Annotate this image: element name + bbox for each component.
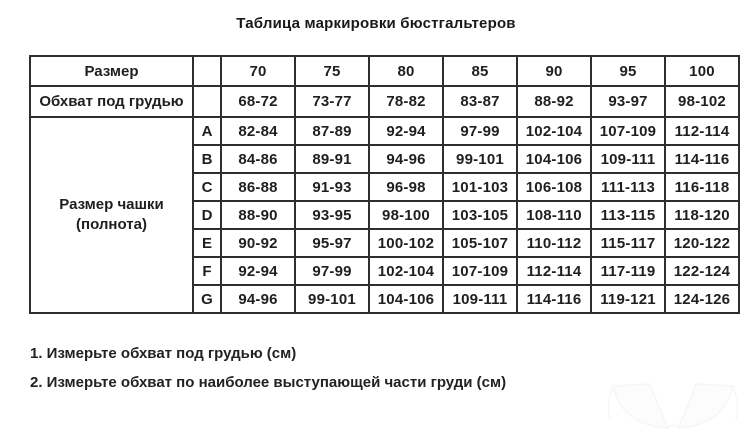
band-size-cell: 75 [295, 56, 369, 86]
bra-photo-image [598, 378, 748, 438]
bust-range-cell: 96-98 [369, 173, 443, 201]
underbust-value-cell: 93-97 [591, 86, 665, 117]
underbust-row-label: Обхват под грудью [30, 86, 193, 117]
bust-range-cell: 86-88 [221, 173, 295, 201]
bust-range-cell: 94-96 [369, 145, 443, 173]
cup-letter-cell: C [193, 173, 221, 201]
bust-range-cell: 112-114 [517, 257, 591, 285]
bust-range-cell: 114-116 [665, 145, 739, 173]
bust-range-cell: 118-120 [665, 201, 739, 229]
bust-range-cell: 87-89 [295, 117, 369, 145]
bust-range-cell: 97-99 [295, 257, 369, 285]
bust-range-cell: 107-109 [591, 117, 665, 145]
bust-range-cell: 100-102 [369, 229, 443, 257]
bust-range-cell: 109-111 [443, 285, 517, 313]
bust-range-cell: 106-108 [517, 173, 591, 201]
size-row-label: Размер [30, 56, 193, 86]
cup-letter-cell: F [193, 257, 221, 285]
underbust-value-cell: 83-87 [443, 86, 517, 117]
bust-range-cell: 94-96 [221, 285, 295, 313]
band-size-cell: 100 [665, 56, 739, 86]
bust-range-cell: 120-122 [665, 229, 739, 257]
note-1: 1. Измерьте обхват под грудью (см) [30, 345, 297, 362]
page-title: Таблица маркировки бюстгальтеров [236, 15, 516, 32]
band-size-cell: 95 [591, 56, 665, 86]
bust-range-cell: 124-126 [665, 285, 739, 313]
underbust-value-cell: 73-77 [295, 86, 369, 117]
bust-range-cell: 114-116 [517, 285, 591, 313]
cup-letter-cell: A [193, 117, 221, 145]
bust-range-cell: 90-92 [221, 229, 295, 257]
bust-range-cell: 97-99 [443, 117, 517, 145]
bust-range-cell: 108-110 [517, 201, 591, 229]
table-row-underbust [30, 86, 739, 117]
bust-range-cell: 101-103 [443, 173, 517, 201]
bust-range-cell: 98-100 [369, 201, 443, 229]
bust-range-cell: 119-121 [591, 285, 665, 313]
underbust-spacer-cell [193, 86, 221, 117]
bust-range-cell: 122-124 [665, 257, 739, 285]
bust-range-cell: 89-91 [295, 145, 369, 173]
underbust-value-cell: 98-102 [665, 86, 739, 117]
note-2: 2. Измерьте обхват по наиболее выступающей части груди (см) [30, 374, 507, 391]
underbust-value-cell: 78-82 [369, 86, 443, 117]
underbust-value-cell: 68-72 [221, 86, 295, 117]
bust-range-cell: 115-117 [591, 229, 665, 257]
bust-range-cell: 104-106 [369, 285, 443, 313]
table-row-cup-a [30, 117, 739, 145]
band-size-cell: 80 [369, 56, 443, 86]
table-row-size [30, 56, 739, 86]
bust-range-cell: 102-104 [369, 257, 443, 285]
bust-range-cell: 93-95 [295, 201, 369, 229]
bust-range-cell: 95-97 [295, 229, 369, 257]
bust-range-cell: 109-111 [591, 145, 665, 173]
bra-size-table [29, 55, 740, 314]
bust-range-cell: 112-114 [665, 117, 739, 145]
bust-range-cell: 99-101 [295, 285, 369, 313]
size-row-spacer-cell [193, 56, 221, 86]
band-size-cell: 70 [221, 56, 295, 86]
bust-range-cell: 92-94 [369, 117, 443, 145]
cup-letter-cell: E [193, 229, 221, 257]
bust-range-cell: 99-101 [443, 145, 517, 173]
bust-range-cell: 92-94 [221, 257, 295, 285]
cup-letter-cell: B [193, 145, 221, 173]
bust-range-cell: 116-118 [665, 173, 739, 201]
bust-range-cell: 102-104 [517, 117, 591, 145]
bust-range-cell: 107-109 [443, 257, 517, 285]
bust-range-cell: 103-105 [443, 201, 517, 229]
bust-range-cell: 117-119 [591, 257, 665, 285]
bust-range-cell: 105-107 [443, 229, 517, 257]
bust-range-cell: 84-86 [221, 145, 295, 173]
bust-range-cell: 111-113 [591, 173, 665, 201]
cup-block-label: Размер чашки (полнота) [30, 117, 193, 313]
cup-letter-cell: G [193, 285, 221, 313]
cup-letter-cell: D [193, 201, 221, 229]
bust-range-cell: 82-84 [221, 117, 295, 145]
bust-range-cell: 91-93 [295, 173, 369, 201]
band-size-cell: 90 [517, 56, 591, 86]
band-size-cell: 85 [443, 56, 517, 86]
bust-range-cell: 113-115 [591, 201, 665, 229]
underbust-value-cell: 88-92 [517, 86, 591, 117]
page [0, 15, 752, 391]
bust-range-cell: 88-90 [221, 201, 295, 229]
bust-range-cell: 110-112 [517, 229, 591, 257]
bust-range-cell: 104-106 [517, 145, 591, 173]
